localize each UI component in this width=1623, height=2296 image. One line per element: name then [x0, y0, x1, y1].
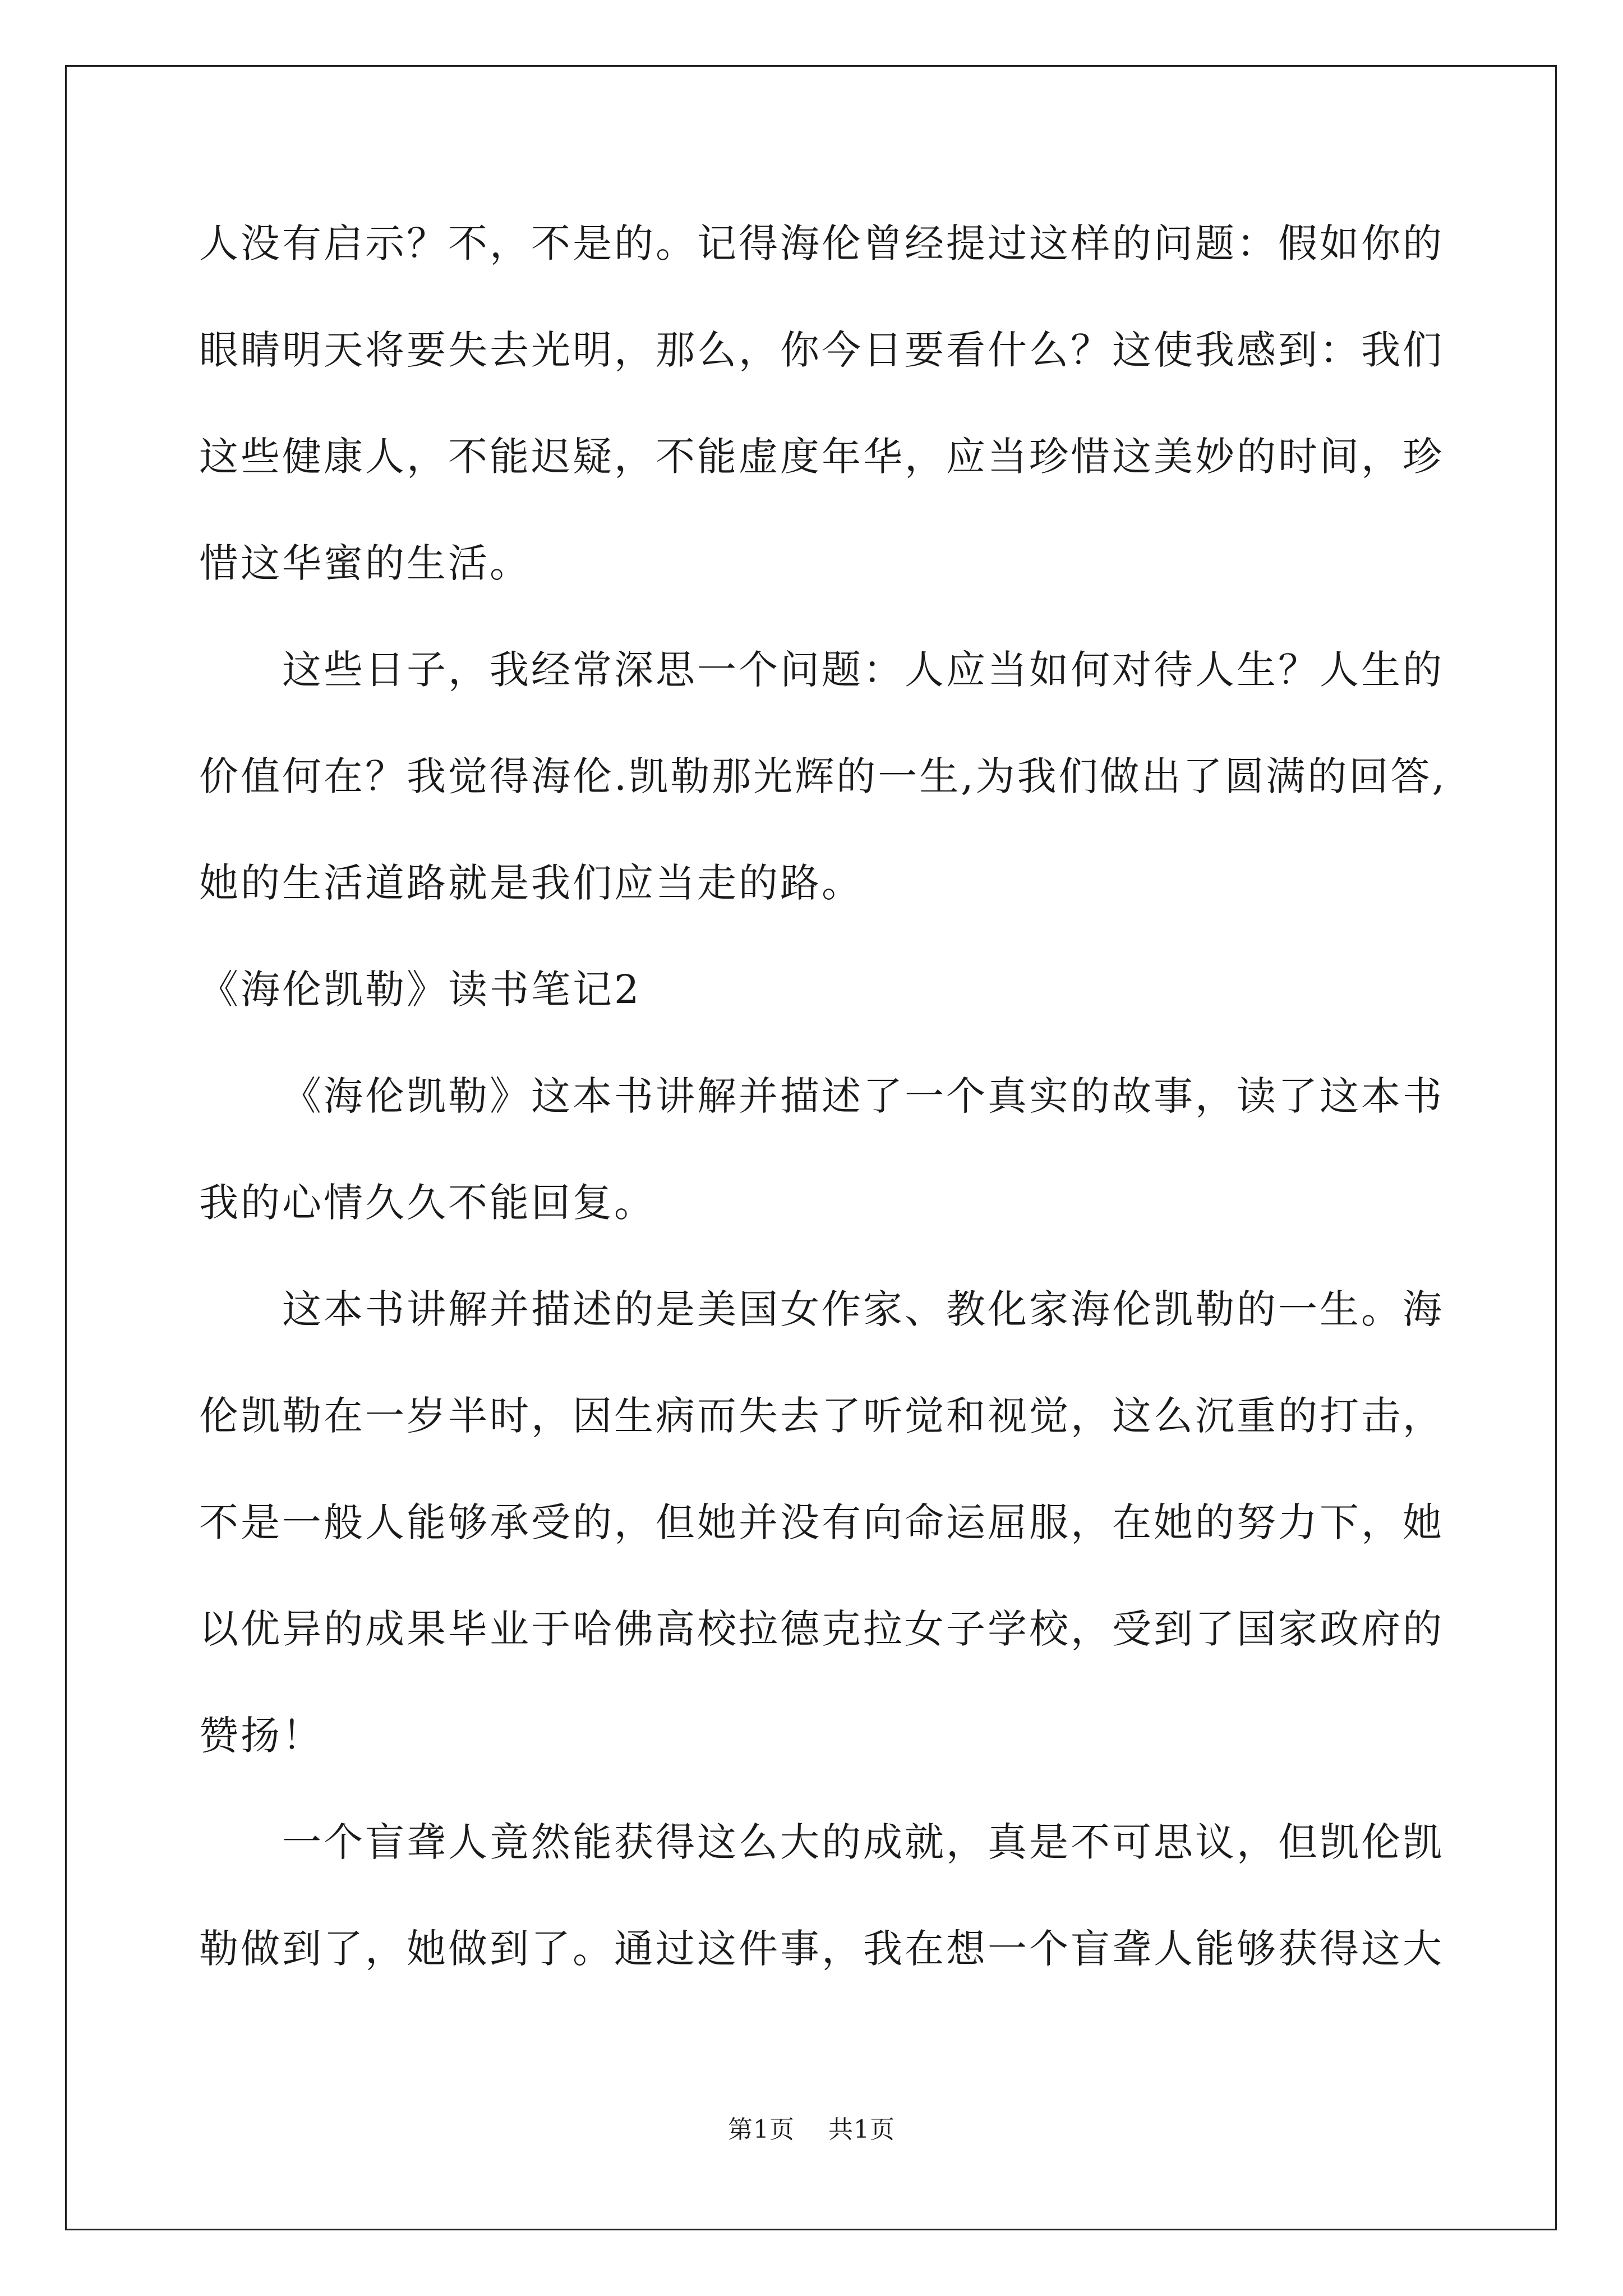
page-total: 共1页: [828, 2115, 895, 2144]
paragraph-start-line: 这本书讲解并描述的是美国女作家、教化家海伦凯勒的一生。海: [282, 1286, 1444, 1332]
text-line: 人没有启示？不，不是的。记得海伦曾经提过这样的问题：假如你的: [199, 220, 1444, 266]
text-line: 她的生活道路就是我们应当走的路。: [199, 860, 863, 906]
text-line: 伦凯勒在一岁半时，因生病而失去了听觉和视觉，这么沉重的打击，: [199, 1393, 1444, 1439]
paragraph-start-line: 《海伦凯勒》这本书讲解并描述了一个真实的故事，读了这本书: [282, 1073, 1444, 1119]
paragraph-start-line: 一个盲聋人竟然能获得这么大的成就，真是不可思议，但凯伦凯: [282, 1819, 1444, 1865]
text-line: 赞扬！: [199, 1713, 324, 1759]
text-line: 以优异的成果毕业于哈佛高校拉德克拉女子学校，受到了国家政府的: [199, 1606, 1444, 1652]
document-body: [199, 212, 1447, 2024]
text-line: 惜这华蜜的生活。: [199, 540, 531, 586]
text-line: 眼睛明天将要失去光明，那么，你今日要看什么？这使我感到：我们: [199, 327, 1444, 373]
page-footer: [0, 2109, 1623, 2145]
section-heading: 《海伦凯勒》读书笔记2: [199, 967, 642, 1013]
text-line: 我的心情久久不能回复。: [199, 1180, 656, 1226]
text-line: 不是一般人能够承受的，但她并没有向命运屈服，在她的努力下，她: [199, 1499, 1444, 1545]
text-line: 勒做到了，她做到了。通过这件事，我在想一个盲聋人能够获得这大: [199, 1926, 1444, 1972]
page-number: 第1页: [728, 2115, 795, 2144]
text-line: 价值何在？我觉得海伦.凯勒那光辉的一生,为我们做出了圆满的回答,: [199, 753, 1447, 799]
paragraph-start-line: 这些日子，我经常深思一个问题：人应当如何对待人生？人生的: [282, 647, 1444, 693]
text-line: 这些健康人，不能迟疑，不能虚度年华，应当珍惜这美妙的时间，珍: [199, 434, 1444, 480]
